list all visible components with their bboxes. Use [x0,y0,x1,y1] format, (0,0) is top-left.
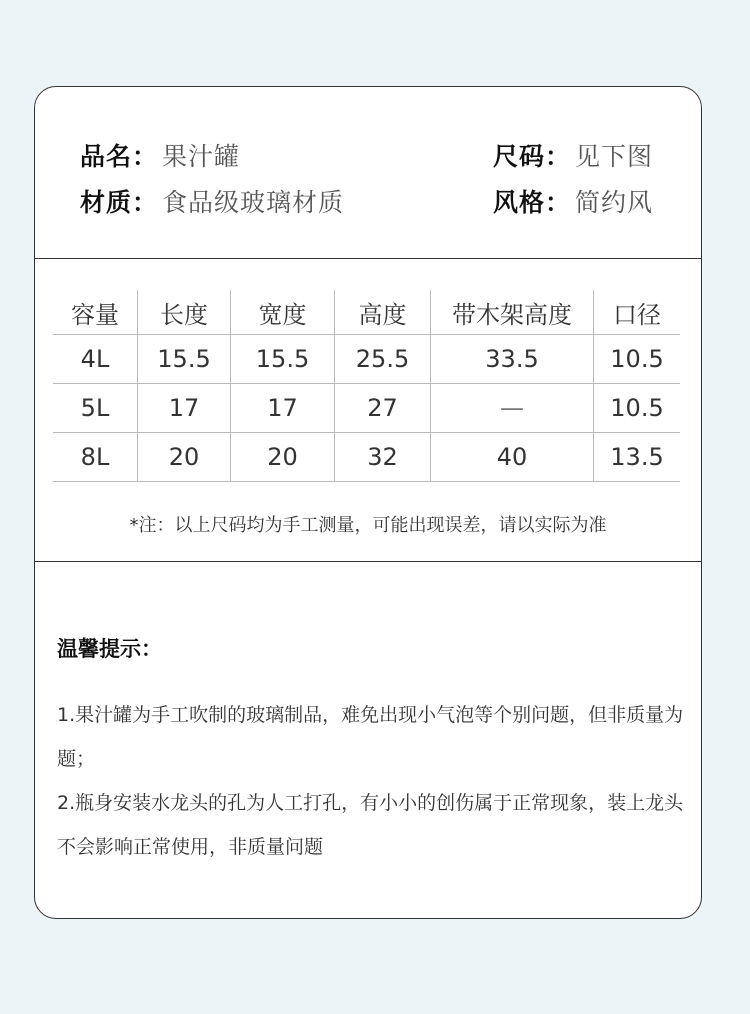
product-name-value: 果汁罐 [162,142,241,171]
section-divider-bottom [35,561,701,562]
header-capacity: 容量 [53,290,138,335]
product-material-label: 材质： [80,188,159,217]
table-row [53,335,680,384]
table-row [53,433,680,482]
tips-list [57,693,691,869]
table-cell: 40 [431,433,594,482]
product-size-value: 见下图 [574,142,653,171]
tips-title: 温馨提示： [57,637,162,661]
product-style [493,183,653,219]
table-cell-empty-dash: — [431,384,594,433]
header-mouth-diameter: 口径 [594,290,681,335]
product-name [80,137,240,173]
product-size-label: 尺码： [492,142,571,171]
product-material [80,183,344,219]
measurement-note: *注：以上尺码均为手工测量，可能出现误差，请以实际为准 [129,515,607,536]
product-size [493,137,653,173]
table-row [53,384,680,433]
table-cell: 20 [231,433,335,482]
info-row-1 [80,137,653,171]
product-style-label: 风格： [492,188,571,217]
product-style-value: 简约风 [574,188,653,217]
table-cell: 4L [53,335,138,384]
table-cell: 25.5 [335,335,431,384]
table-cell: 17 [138,384,231,433]
info-row-2 [80,183,653,217]
table-cell: 32 [335,433,431,482]
table-cell: 20 [138,433,231,482]
header-height: 高度 [335,290,431,335]
section-divider-top [35,258,701,259]
header-width: 宽度 [231,290,335,335]
table-cell: 10.5 [594,335,681,384]
table-cell: 27 [335,384,431,433]
product-name-label: 品名： [80,142,159,171]
tip-item-2: 2.瓶身安装水龙头的孔为人工打孔，有小小的创伤属于正常现象，装上龙头不会影响正常使用，非质量问题 [57,792,684,858]
tip-item-1: 1.果汁罐为手工吹制的玻璃制品，难免出现小气泡等个别问题，但非质量为题； [57,704,684,770]
table-cell: 17 [231,384,335,433]
size-table [53,290,680,482]
table-cell: 8L [53,433,138,482]
table-cell: 15.5 [138,335,231,384]
table-cell: 13.5 [594,433,681,482]
table-cell: 5L [53,384,138,433]
header-height-with-stand: 带木架高度 [431,290,594,335]
size-table-header-row [53,290,680,335]
table-cell: 15.5 [231,335,335,384]
product-material-value: 食品级玻璃材质 [162,188,345,217]
table-cell: 10.5 [594,384,681,433]
table-cell: 33.5 [431,335,594,384]
header-length: 长度 [138,290,231,335]
product-info-card [34,86,702,919]
product-basic-info [35,87,701,259]
